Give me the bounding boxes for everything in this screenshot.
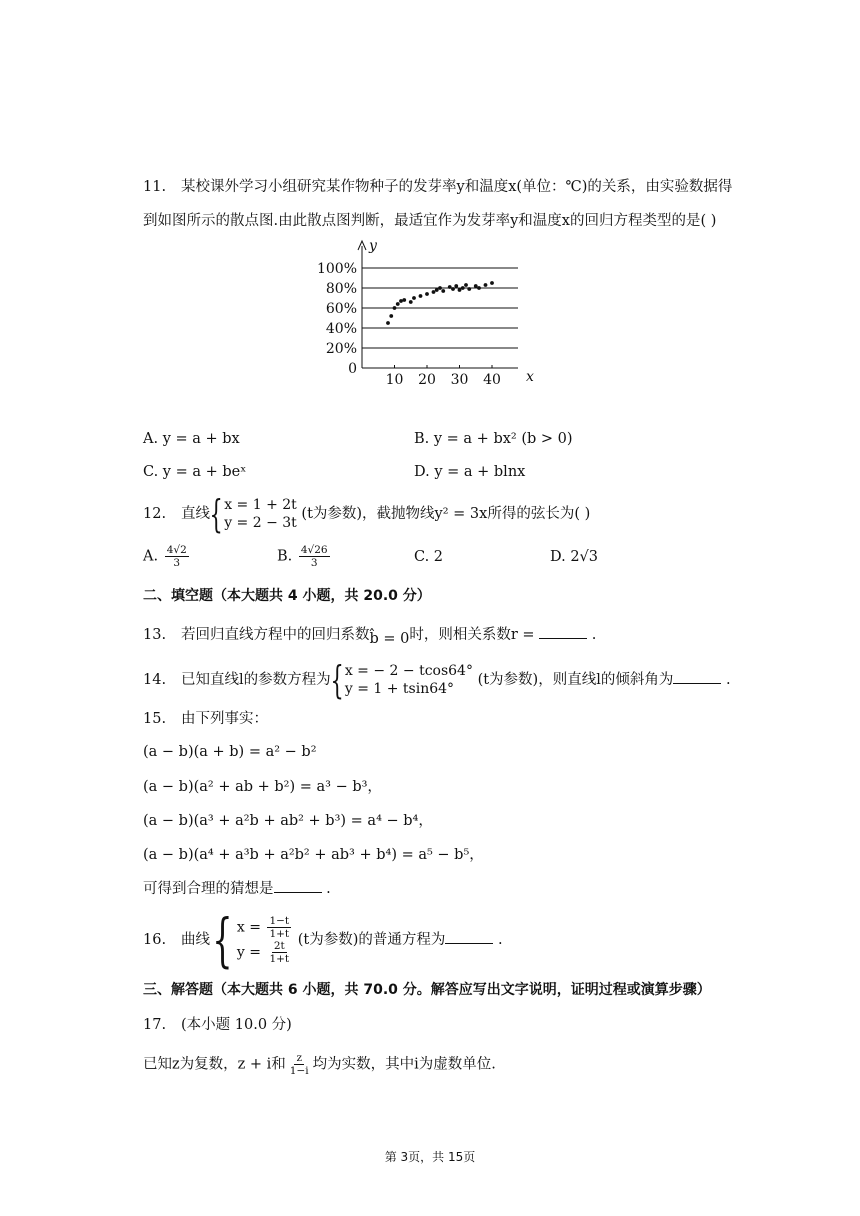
- q13-end: .: [587, 627, 597, 643]
- answer-blank: [673, 669, 721, 684]
- option-label: A.: [143, 548, 159, 565]
- fraction-denominator: 1+t: [269, 928, 290, 940]
- q12-eq1: x = 1 + 2t: [224, 497, 297, 513]
- q11-text-1: 某校课外学习小组研究某作物种子的发芽率y和温度x(单位：℃)的关系，由实验数据得: [181, 179, 733, 195]
- scatter-chart: [312, 236, 542, 392]
- data-point: [399, 299, 403, 303]
- q17-text1: 已知z为复数，z + i和: [143, 1056, 286, 1073]
- fraction: [165, 544, 189, 569]
- q16-system: [237, 915, 293, 965]
- q13-text2: 时，则相关系数r =: [409, 627, 540, 643]
- data-point: [464, 283, 468, 287]
- fraction-numerator: 2t: [273, 940, 285, 952]
- fraction-denominator: 1+t: [269, 953, 290, 965]
- answer-blank: [539, 624, 587, 639]
- q11-option-c: C. y = a + beˣ: [143, 464, 247, 480]
- q13-bhat: b̂ = 0: [369, 631, 410, 647]
- q12-option-a: [143, 544, 191, 569]
- q15-fact-3: (a − b)(a³ + a²b + ab² + b³) = a⁴ − b⁴，: [143, 813, 433, 829]
- q16-end: .: [493, 932, 503, 948]
- fraction-numerator: z: [296, 1052, 302, 1064]
- y-tick-label: 40%: [325, 321, 357, 337]
- section-heading-answers: 三、解答题（本大题共 6 小题，共 70.0 分。解答应写出文字说明，证明过程或演算步骤）: [143, 982, 711, 998]
- data-point: [409, 300, 413, 304]
- data-point: [432, 290, 436, 294]
- data-point: [438, 286, 442, 290]
- q17-header: [143, 1014, 292, 1036]
- fraction-denominator: 3: [173, 557, 181, 569]
- data-point: [393, 306, 397, 310]
- q11-option-a: A. y = a + bx: [143, 431, 240, 447]
- data-point: [467, 287, 471, 291]
- fraction-numerator: 4√26: [300, 544, 328, 556]
- question-number: 11.: [143, 179, 167, 195]
- fraction-denominator: 3: [310, 557, 318, 569]
- fraction: [299, 544, 330, 569]
- q14-eq1: x = − 2 − tcos64°: [344, 663, 473, 679]
- x-tick-label: 40: [483, 372, 501, 388]
- fraction-denominator: 1−i: [289, 1065, 309, 1077]
- data-point: [396, 302, 400, 306]
- x-axis-label: x: [526, 369, 534, 385]
- q15-conclusion-text: 可得到合理的猜想是: [143, 881, 274, 897]
- data-point: [435, 288, 439, 292]
- fraction-numerator: 4√2: [166, 544, 187, 556]
- q11-option-d: D. y = a + blnx: [414, 464, 526, 480]
- q12-pre: 直线: [181, 506, 210, 522]
- data-point: [389, 314, 393, 318]
- equation-lhs: x =: [236, 919, 266, 936]
- grid-lines: [362, 268, 518, 348]
- brace: {: [330, 658, 344, 702]
- q16-eq-y: [237, 940, 293, 965]
- data-point: [386, 321, 390, 325]
- data-point: [484, 283, 488, 287]
- q14-system: [345, 662, 473, 698]
- question-number: 12.: [143, 506, 167, 522]
- q16-line: [143, 906, 503, 974]
- q12-option-b: [277, 544, 332, 569]
- q15-intro: [143, 708, 268, 730]
- q11-line1: [143, 176, 732, 198]
- data-point: [448, 285, 452, 289]
- data-point: [477, 286, 481, 290]
- question-number: 16.: [143, 932, 167, 948]
- q16-eq-x: [237, 915, 293, 940]
- q15-conclusion: [143, 878, 331, 900]
- q12-post: (t为参数)，截抛物线y² = 3x所得的弦长为( ): [301, 506, 591, 522]
- question-number: 13.: [143, 627, 167, 643]
- data-point: [425, 292, 429, 296]
- fraction-numerator: 1−t: [269, 915, 290, 927]
- q15-end: .: [321, 881, 331, 897]
- y-tick-label: 60%: [325, 301, 357, 317]
- q17-body: [143, 1052, 496, 1077]
- x-tick-label: 20: [418, 372, 436, 388]
- q11-option-b: B. y = a + bx² (b > 0): [414, 431, 573, 447]
- fraction: [288, 1052, 311, 1077]
- q13-text1: 若回归直线方程中的回归系数: [181, 627, 370, 643]
- q14-end: .: [721, 672, 731, 688]
- y-tick-label: 100%: [316, 261, 357, 277]
- q12-option-d: D. 2√3: [550, 549, 599, 565]
- fraction: [267, 940, 291, 965]
- q17-text2: 均为实数，其中i为虚数单位.: [312, 1056, 496, 1073]
- brace: {: [212, 906, 233, 974]
- q15-intro-text: 由下列事实：: [181, 711, 268, 727]
- question-number: 14.: [143, 672, 167, 688]
- section-heading-fill-in: 二、填空题（本大题共 4 小题，共 20.0 分）: [143, 588, 431, 604]
- q12-system: [224, 496, 297, 532]
- q14-line: [143, 660, 731, 700]
- q15-fact-4: (a − b)(a⁴ + a³b + a²b² + ab³ + b⁴) = a⁵ − b⁵，: [143, 847, 484, 863]
- y-axis-label: y: [369, 238, 377, 254]
- q12-option-c: C. 2: [414, 549, 444, 565]
- data-point: [419, 294, 423, 298]
- x-tick-label: 30: [450, 372, 469, 388]
- data-point: [412, 296, 416, 300]
- x-tick-label: 10: [385, 372, 404, 388]
- q12-line: [143, 494, 590, 534]
- q16-pre: 曲线: [181, 932, 210, 948]
- q17-score: (本小题 10.0 分): [181, 1017, 292, 1033]
- y-tick-label: 80%: [325, 281, 357, 297]
- q11-line2: 到如图所示的散点图.由此散点图判断，最适宜作为发芽率y和温度x的回归方程类型的是( ): [143, 213, 717, 229]
- q14-eq2: y = 1 + tsin64°: [344, 681, 455, 697]
- equation-lhs: y =: [236, 944, 266, 961]
- y-tick-label: 20%: [325, 341, 357, 357]
- q14-post: (t为参数)，则直线l的倾斜角为: [477, 672, 674, 688]
- data-point: [454, 284, 458, 288]
- question-number: 17.: [143, 1017, 167, 1033]
- q12-eq2: y = 2 − 3t: [224, 515, 297, 531]
- q15-fact-2: (a − b)(a² + ab + b²) = a³ − b³，: [143, 779, 382, 795]
- data-point: [490, 281, 494, 285]
- answer-blank: [445, 929, 493, 944]
- q15-fact-1: (a − b)(a + b) = a² − b²: [143, 744, 317, 760]
- y-tick-labels: [317, 261, 357, 377]
- q13-line: [143, 624, 596, 646]
- brace: {: [209, 492, 223, 536]
- data-point: [458, 288, 462, 292]
- q16-post: (t为参数)的普通方程为: [297, 932, 446, 948]
- data-point: [402, 298, 406, 302]
- page-footer: 第 3页，共 15页: [384, 1150, 476, 1164]
- answer-blank: [274, 878, 322, 893]
- question-number: 15.: [143, 711, 167, 727]
- q14-pre: 已知直线l的参数方程为: [181, 672, 331, 688]
- data-point: [451, 287, 455, 291]
- data-point: [461, 286, 465, 290]
- data-point: [474, 284, 478, 288]
- option-label: B.: [277, 548, 293, 565]
- data-point: [441, 289, 445, 293]
- fraction: [267, 915, 291, 940]
- y-tick-label: 0: [348, 361, 357, 377]
